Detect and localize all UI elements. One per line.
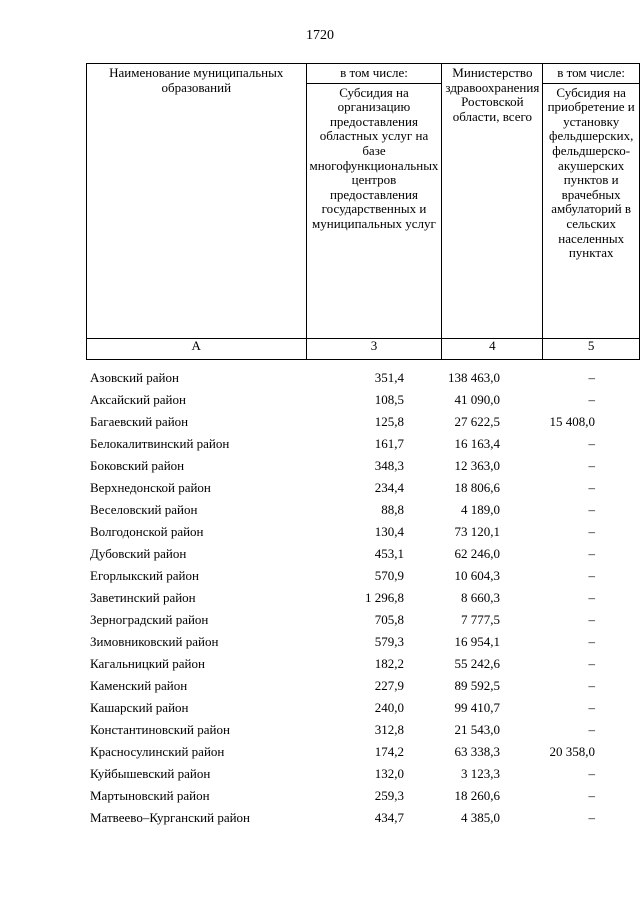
- header-col3-label: Субсидия на организацию предоставления областных услуг на базе многофункциональных центров предоставления государственных и муниципальных услуг: [309, 84, 439, 231]
- ministry-health-total: 138 463,0: [448, 370, 500, 385]
- ministry-health-total: 4 189,0: [461, 502, 500, 517]
- table-row: [86, 742, 598, 764]
- subsidy-mfc-value: 125,8: [374, 414, 404, 429]
- municipality-name: Каменский район: [90, 678, 188, 693]
- subsidy-mfc-value: 108,5: [374, 392, 404, 407]
- municipality-name: Зерноградский район: [90, 612, 209, 627]
- table-body: [86, 368, 598, 830]
- header-col3-group: [306, 64, 442, 84]
- municipality-name: Белокалитвинский район: [90, 436, 230, 451]
- subsidy-fap-value: –: [588, 502, 595, 517]
- ministry-health-total: 89 592,5: [454, 678, 500, 693]
- municipality-name: Зимовниковский район: [90, 634, 219, 649]
- ministry-health-total: 73 120,1: [454, 524, 500, 539]
- subsidy-fap-value: –: [588, 700, 595, 715]
- subsidy-fap-value: –: [588, 480, 595, 495]
- subsidy-fap-value: –: [588, 524, 595, 539]
- subsidy-fap-value: –: [588, 546, 595, 561]
- table-row: [86, 676, 598, 698]
- municipality-name: Дубовский район: [90, 546, 187, 561]
- subsidy-fap-value: –: [588, 568, 595, 583]
- municipality-name: Аксайский район: [90, 392, 186, 407]
- subsidy-fap-value: –: [588, 436, 595, 451]
- header-col5-group: [543, 64, 640, 84]
- subsidy-mfc-value: 234,4: [374, 480, 404, 495]
- header-col4-label: Министерство здравоохранения Ростовской области, всего: [445, 65, 540, 124]
- ministry-health-total: 55 242,6: [454, 656, 500, 671]
- municipality-name: Азовский район: [90, 370, 179, 385]
- ministry-health-total: 99 410,7: [454, 700, 500, 715]
- header-col3: [306, 83, 442, 338]
- municipality-name: Волгодонской район: [90, 524, 204, 539]
- municipality-name: Заветинский район: [90, 590, 196, 605]
- subsidy-fap-value: –: [588, 810, 595, 825]
- subsidy-mfc-value: 351,4: [374, 370, 404, 385]
- table-row: [86, 434, 598, 456]
- table-row: [86, 566, 598, 588]
- subsidy-mfc-value: 705,8: [374, 612, 404, 627]
- subsidy-mfc-value: 348,3: [374, 458, 404, 473]
- ministry-health-total: 3 123,3: [461, 766, 500, 781]
- header-col5-group-label: в том числе:: [557, 65, 626, 80]
- municipality-name: Красносулинский район: [90, 744, 225, 759]
- ministry-health-total: 4 385,0: [461, 810, 500, 825]
- subsidy-mfc-value: 259,3: [374, 788, 404, 803]
- subsidy-mfc-value: 161,7: [374, 436, 404, 451]
- table-row: [86, 588, 598, 610]
- subsidy-mfc-value: 240,0: [374, 700, 404, 715]
- subsidy-fap-value: –: [588, 458, 595, 473]
- subsidy-mfc-value: 174,2: [374, 744, 404, 759]
- table-row: [86, 390, 598, 412]
- ministry-health-total: 16 163,4: [454, 436, 500, 451]
- subsidy-mfc-value: 182,2: [374, 656, 404, 671]
- municipality-name: Мартыновский район: [90, 788, 210, 803]
- table-row: [86, 654, 598, 676]
- table-row: [86, 632, 598, 654]
- colnum-a: А: [87, 338, 307, 359]
- table-row: [86, 522, 598, 544]
- table-row: [86, 720, 598, 742]
- header-municipality: [87, 64, 307, 339]
- municipality-name: Константиновский район: [90, 722, 230, 737]
- colnum-4: 4: [442, 338, 543, 359]
- colnum-5: 5: [543, 338, 640, 359]
- municipality-name: Егорлыкский район: [90, 568, 199, 583]
- table-row: [86, 412, 598, 434]
- ministry-health-total: 16 954,1: [454, 634, 500, 649]
- subsidy-fap-value: –: [588, 722, 595, 737]
- ministry-health-total: 62 246,0: [454, 546, 500, 561]
- ministry-health-total: 8 660,3: [461, 590, 500, 605]
- municipality-name: Веселовский район: [90, 502, 198, 517]
- subsidy-fap-value: –: [588, 612, 595, 627]
- page-number: 1720: [306, 28, 334, 43]
- subsidy-fap-value: –: [588, 678, 595, 693]
- subsidy-mfc-value: 312,8: [374, 722, 404, 737]
- municipality-name: Верхнедонской район: [90, 480, 211, 495]
- subsidy-fap-value: –: [588, 370, 595, 385]
- subsidy-mfc-value: 130,4: [374, 524, 404, 539]
- table-row: [86, 478, 598, 500]
- subsidy-fap-value: –: [588, 634, 595, 649]
- municipality-name: Куйбышевский район: [90, 766, 211, 781]
- ministry-health-total: 18 806,6: [454, 480, 500, 495]
- ministry-health-total: 10 604,3: [454, 568, 500, 583]
- table-row: [86, 808, 598, 830]
- subsidy-mfc-value: 1 296,8: [365, 590, 404, 605]
- table-header: [86, 63, 640, 360]
- header-col3-group-label: в том числе:: [340, 65, 408, 80]
- table-row: [86, 698, 598, 720]
- ministry-health-total: 63 338,3: [454, 744, 500, 759]
- colnum-3: 3: [306, 338, 442, 359]
- municipality-name: Матвеево–Курганский район: [90, 810, 251, 825]
- header-municipality-label: Наименование муниципальных образований: [109, 65, 284, 95]
- subsidy-fap-value: –: [588, 766, 595, 781]
- subsidy-fap-value: –: [588, 788, 595, 803]
- subsidy-fap-value: –: [588, 656, 595, 671]
- ministry-health-total: 18 260,6: [454, 788, 500, 803]
- subsidy-mfc-value: 579,3: [374, 634, 404, 649]
- header-col4: [442, 64, 543, 339]
- ministry-health-total: 21 543,0: [454, 722, 500, 737]
- municipality-name: Кашарский район: [90, 700, 189, 715]
- subsidy-mfc-value: 434,7: [374, 810, 404, 825]
- table-row: [86, 610, 598, 632]
- table-row: [86, 456, 598, 478]
- ministry-health-total: 41 090,0: [454, 392, 500, 407]
- subsidy-fap-value: 15 408,0: [549, 414, 595, 429]
- municipality-name: Кагальницкий район: [90, 656, 205, 671]
- municipality-name: Багаевский район: [90, 414, 189, 429]
- table-row: [86, 544, 598, 566]
- ministry-health-total: 27 622,5: [454, 414, 500, 429]
- table-row: [86, 368, 598, 390]
- table-row: [86, 500, 598, 522]
- subsidy-mfc-value: 132,0: [374, 766, 404, 781]
- subsidy-mfc-value: 570,9: [374, 568, 404, 583]
- table-row: [86, 764, 598, 786]
- header-col5-label: Субсидия на приобретение и установку фельдшерских, фельдшерско-акушерских пунктов и врачебных амбулаторий в сельских населенных пунктах: [547, 84, 635, 261]
- ministry-health-total: 12 363,0: [454, 458, 500, 473]
- subsidy-mfc-value: 453,1: [374, 546, 404, 561]
- municipality-name: Боковский район: [90, 458, 185, 473]
- table-row: [86, 786, 598, 808]
- subsidy-mfc-value: 88,8: [381, 502, 404, 517]
- ministry-health-total: 7 777,5: [461, 612, 500, 627]
- subsidy-fap-value: 20 358,0: [549, 744, 595, 759]
- subsidy-fap-value: –: [588, 590, 595, 605]
- subsidy-fap-value: –: [588, 392, 595, 407]
- header-col5: [543, 83, 640, 338]
- subsidy-mfc-value: 227,9: [374, 678, 404, 693]
